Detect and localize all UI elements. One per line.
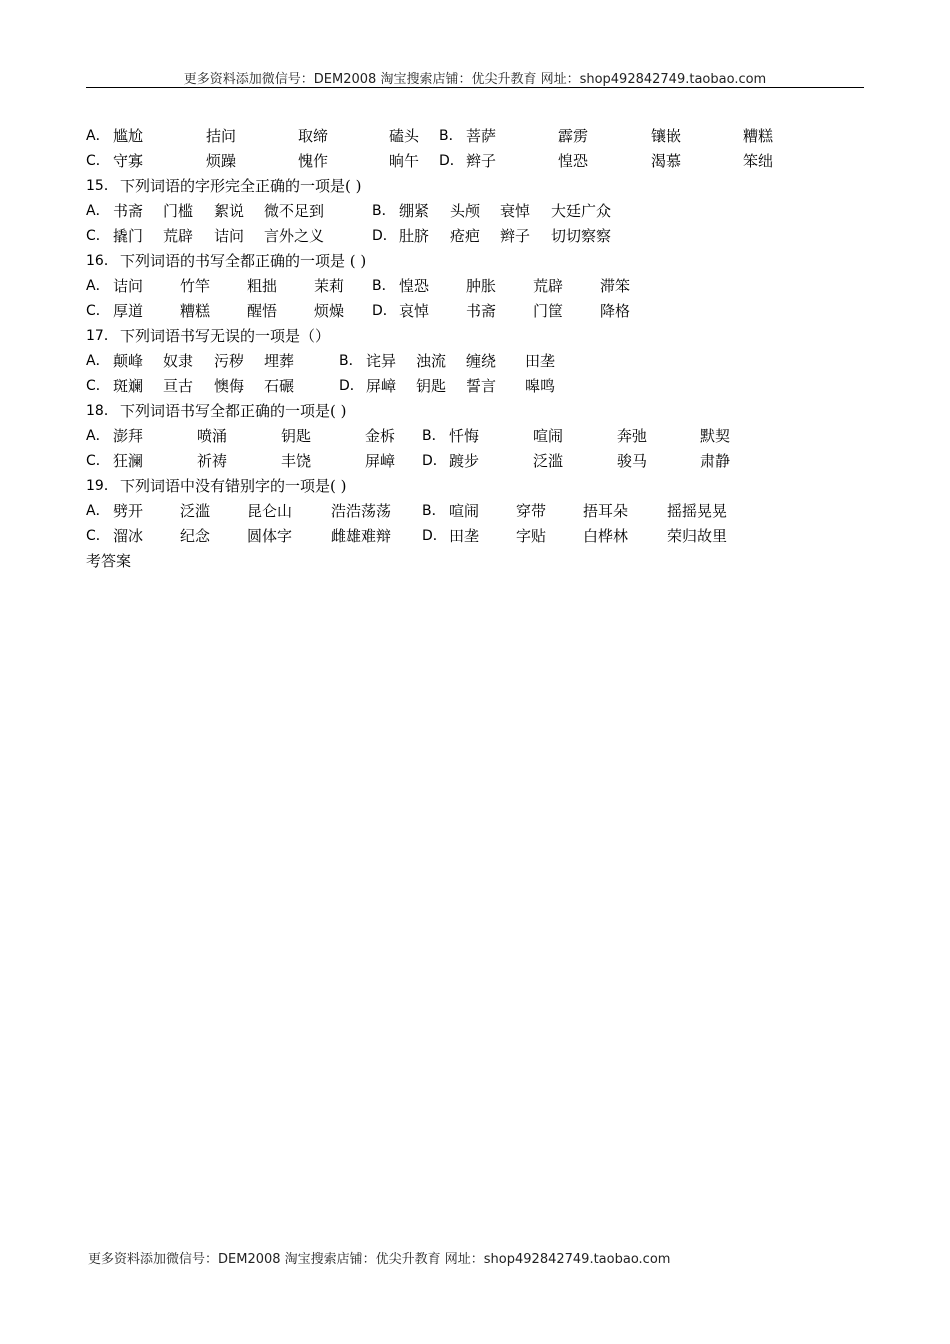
option-word: 祈祷 bbox=[197, 452, 228, 470]
question bbox=[86, 249, 864, 274]
option-word: 捂耳朵 bbox=[583, 502, 629, 520]
option-word: 字贴 bbox=[516, 527, 547, 545]
question-text: 下列词语书写全都正确的一项是( ) bbox=[120, 402, 347, 420]
option-word: 门槛 bbox=[163, 202, 194, 220]
option-word: 埋葬 bbox=[264, 352, 295, 370]
option-word: 屏嶂 bbox=[365, 452, 396, 470]
question-text: 下列词语的书写全都正确的一项是 ( ) bbox=[120, 252, 367, 270]
answer-options-row bbox=[86, 199, 864, 224]
answer-options-row bbox=[86, 449, 864, 474]
option-word: 喷涌 bbox=[197, 427, 228, 445]
option-word: 渴慕 bbox=[651, 152, 682, 170]
option-word: 诘问 bbox=[214, 227, 245, 245]
option-word: 钥匙 bbox=[416, 377, 447, 395]
option-word: 缠绕 bbox=[466, 352, 497, 370]
option-word: 诧异 bbox=[366, 352, 397, 370]
option-word: 钥匙 bbox=[281, 427, 312, 445]
option-letter: B． bbox=[339, 353, 363, 369]
option-letter: D． bbox=[372, 303, 397, 319]
option-word: 惶恐 bbox=[399, 277, 430, 295]
option-word: 泛滥 bbox=[533, 452, 564, 470]
option-word: 雌雄难辩 bbox=[331, 527, 392, 545]
option-word: 穿带 bbox=[516, 502, 547, 520]
option-word: 摇摇晃晃 bbox=[667, 502, 728, 520]
option-word: 哀悼 bbox=[399, 302, 430, 320]
option-word: 肿胀 bbox=[466, 277, 497, 295]
option-word: 菩萨 bbox=[466, 127, 497, 145]
answer-options-row bbox=[86, 349, 864, 374]
option-word: 浩浩荡荡 bbox=[331, 502, 392, 520]
option-letter: C． bbox=[86, 303, 110, 319]
text-line bbox=[86, 549, 864, 574]
answer-options-row bbox=[86, 499, 864, 524]
option-word: 门筐 bbox=[533, 302, 564, 320]
option-word: 厚道 bbox=[113, 302, 144, 320]
option-word: 诘问 bbox=[113, 277, 144, 295]
option-letter: C． bbox=[86, 528, 110, 544]
option-word: 喧闹 bbox=[533, 427, 564, 445]
option-letter: D． bbox=[372, 228, 397, 244]
option-word: 誓言 bbox=[466, 377, 497, 395]
option-word: 肃静 bbox=[700, 452, 731, 470]
option-letter: B． bbox=[439, 128, 463, 144]
option-word: 絮说 bbox=[214, 202, 245, 220]
option-letter: B． bbox=[372, 203, 396, 219]
question bbox=[86, 474, 864, 499]
question bbox=[86, 324, 864, 349]
option-word: 降格 bbox=[600, 302, 631, 320]
answer-options-row bbox=[86, 299, 864, 324]
option-word: 石碾 bbox=[264, 377, 295, 395]
option-word: 醒悟 bbox=[247, 302, 278, 320]
answer-options-row bbox=[86, 124, 864, 149]
option-letter: C． bbox=[86, 453, 110, 469]
option-word: 懊侮 bbox=[214, 377, 245, 395]
document-body bbox=[86, 124, 864, 574]
option-word: 滞笨 bbox=[600, 277, 631, 295]
option-letter: A． bbox=[86, 503, 110, 519]
page-header: 更多资料添加微信号：DEM2008 淘宝搜索店铺：优尖升教育 网址：shop492842749.taobao.com bbox=[183, 72, 767, 87]
option-word: 烦燥 bbox=[314, 302, 345, 320]
answer-options-row bbox=[86, 374, 864, 399]
question-number: 19． bbox=[86, 478, 118, 494]
option-word: 白桦林 bbox=[583, 527, 629, 545]
page-footer: 更多资料添加微信号：DEM2008 淘宝搜索店铺：优尖升教育 网址：shop492842749.taobao.com bbox=[88, 1252, 671, 1267]
reference-answers-heading: 考答案 bbox=[86, 552, 132, 570]
answer-options-row bbox=[86, 224, 864, 249]
option-word: 纪念 bbox=[180, 527, 211, 545]
option-word: 绷紧 bbox=[399, 202, 430, 220]
option-letter: C． bbox=[86, 378, 110, 394]
option-word: 晌午 bbox=[389, 152, 420, 170]
option-letter: A． bbox=[86, 128, 110, 144]
question-text: 下列词语的字形完全正确的一项是( ) bbox=[120, 177, 362, 195]
answer-options-row bbox=[86, 149, 864, 174]
option-word: 愧作 bbox=[298, 152, 329, 170]
option-letter: D． bbox=[339, 378, 364, 394]
option-word: 颠峰 bbox=[113, 352, 144, 370]
question-number: 18． bbox=[86, 403, 118, 419]
question-number: 17． bbox=[86, 328, 118, 344]
option-word: 昆仑山 bbox=[247, 502, 293, 520]
option-letter: B． bbox=[422, 503, 446, 519]
option-letter: A． bbox=[86, 353, 110, 369]
option-word: 惶恐 bbox=[558, 152, 589, 170]
option-word: 劈开 bbox=[113, 502, 144, 520]
option-word: 衰悼 bbox=[500, 202, 531, 220]
question-number: 15． bbox=[86, 178, 118, 194]
answer-options-row bbox=[86, 424, 864, 449]
option-word: 微不足到 bbox=[264, 202, 325, 220]
option-word: 田垄 bbox=[449, 527, 480, 545]
option-word: 污秽 bbox=[214, 352, 245, 370]
option-letter: B． bbox=[372, 278, 396, 294]
option-letter: D． bbox=[422, 453, 447, 469]
option-word: 斑斓 bbox=[113, 377, 144, 395]
option-word: 糟糕 bbox=[180, 302, 211, 320]
option-word: 笨绌 bbox=[743, 152, 774, 170]
header-rule bbox=[86, 87, 864, 88]
option-word: 粗拙 bbox=[247, 277, 278, 295]
option-letter: B． bbox=[422, 428, 446, 444]
option-word: 溜冰 bbox=[113, 527, 144, 545]
option-word: 茉莉 bbox=[314, 277, 345, 295]
option-word: 奔弛 bbox=[617, 427, 648, 445]
option-word: 言外之义 bbox=[264, 227, 325, 245]
option-word: 撬门 bbox=[113, 227, 144, 245]
option-word: 田垄 bbox=[525, 352, 556, 370]
option-word: 竹竿 bbox=[180, 277, 211, 295]
question-number: 16． bbox=[86, 253, 118, 269]
option-word: 大廷广众 bbox=[551, 202, 612, 220]
option-word: 圆体字 bbox=[247, 527, 293, 545]
option-word: 荣归故里 bbox=[667, 527, 728, 545]
option-word: 骏马 bbox=[617, 452, 648, 470]
option-letter: C． bbox=[86, 228, 110, 244]
option-word: 辫子 bbox=[500, 227, 531, 245]
option-word: 守寡 bbox=[113, 152, 144, 170]
option-word: 取缔 bbox=[298, 127, 329, 145]
option-word: 辫子 bbox=[466, 152, 497, 170]
option-word: 默契 bbox=[700, 427, 731, 445]
option-word: 奴隶 bbox=[163, 352, 194, 370]
option-letter: D． bbox=[422, 528, 447, 544]
option-word: 狂澜 bbox=[113, 452, 144, 470]
option-word: 头颅 bbox=[450, 202, 481, 220]
option-word: 霹雳 bbox=[558, 127, 589, 145]
question-text: 下列词语中没有错别字的一项是( ) bbox=[120, 477, 347, 495]
question bbox=[86, 174, 864, 199]
option-word: 丰饶 bbox=[281, 452, 312, 470]
option-word: 肚脐 bbox=[399, 227, 430, 245]
option-word: 磕头 bbox=[389, 127, 420, 145]
option-word: 荒辟 bbox=[163, 227, 194, 245]
option-word: 荒辟 bbox=[533, 277, 564, 295]
answer-options-row bbox=[86, 274, 864, 299]
option-word: 金柝 bbox=[365, 427, 396, 445]
option-word: 书斋 bbox=[113, 202, 144, 220]
option-word: 切切察察 bbox=[551, 227, 612, 245]
option-letter: C． bbox=[86, 153, 110, 169]
option-word: 浊流 bbox=[416, 352, 447, 370]
question-text: 下列词语书写无误的一项是（） bbox=[120, 327, 331, 345]
option-word: 镶嵌 bbox=[651, 127, 682, 145]
question bbox=[86, 399, 864, 424]
option-letter: A． bbox=[86, 278, 110, 294]
answer-options-row bbox=[86, 524, 864, 549]
option-word: 尴尬 bbox=[113, 127, 144, 145]
option-word: 澎拜 bbox=[113, 427, 144, 445]
option-letter: A． bbox=[86, 428, 110, 444]
option-word: 亘古 bbox=[163, 377, 194, 395]
option-word: 拮问 bbox=[206, 127, 237, 145]
option-word: 忏悔 bbox=[449, 427, 480, 445]
option-word: 糟糕 bbox=[743, 127, 774, 145]
option-letter: A． bbox=[86, 203, 110, 219]
option-word: 嗥鸣 bbox=[525, 377, 556, 395]
option-letter: D． bbox=[439, 153, 464, 169]
option-word: 书斋 bbox=[466, 302, 497, 320]
option-word: 喧闹 bbox=[449, 502, 480, 520]
option-word: 烦躁 bbox=[206, 152, 237, 170]
option-word: 屏嶂 bbox=[366, 377, 397, 395]
option-word: 泛滥 bbox=[180, 502, 211, 520]
option-word: 疮疤 bbox=[450, 227, 481, 245]
option-word: 踱步 bbox=[449, 452, 480, 470]
